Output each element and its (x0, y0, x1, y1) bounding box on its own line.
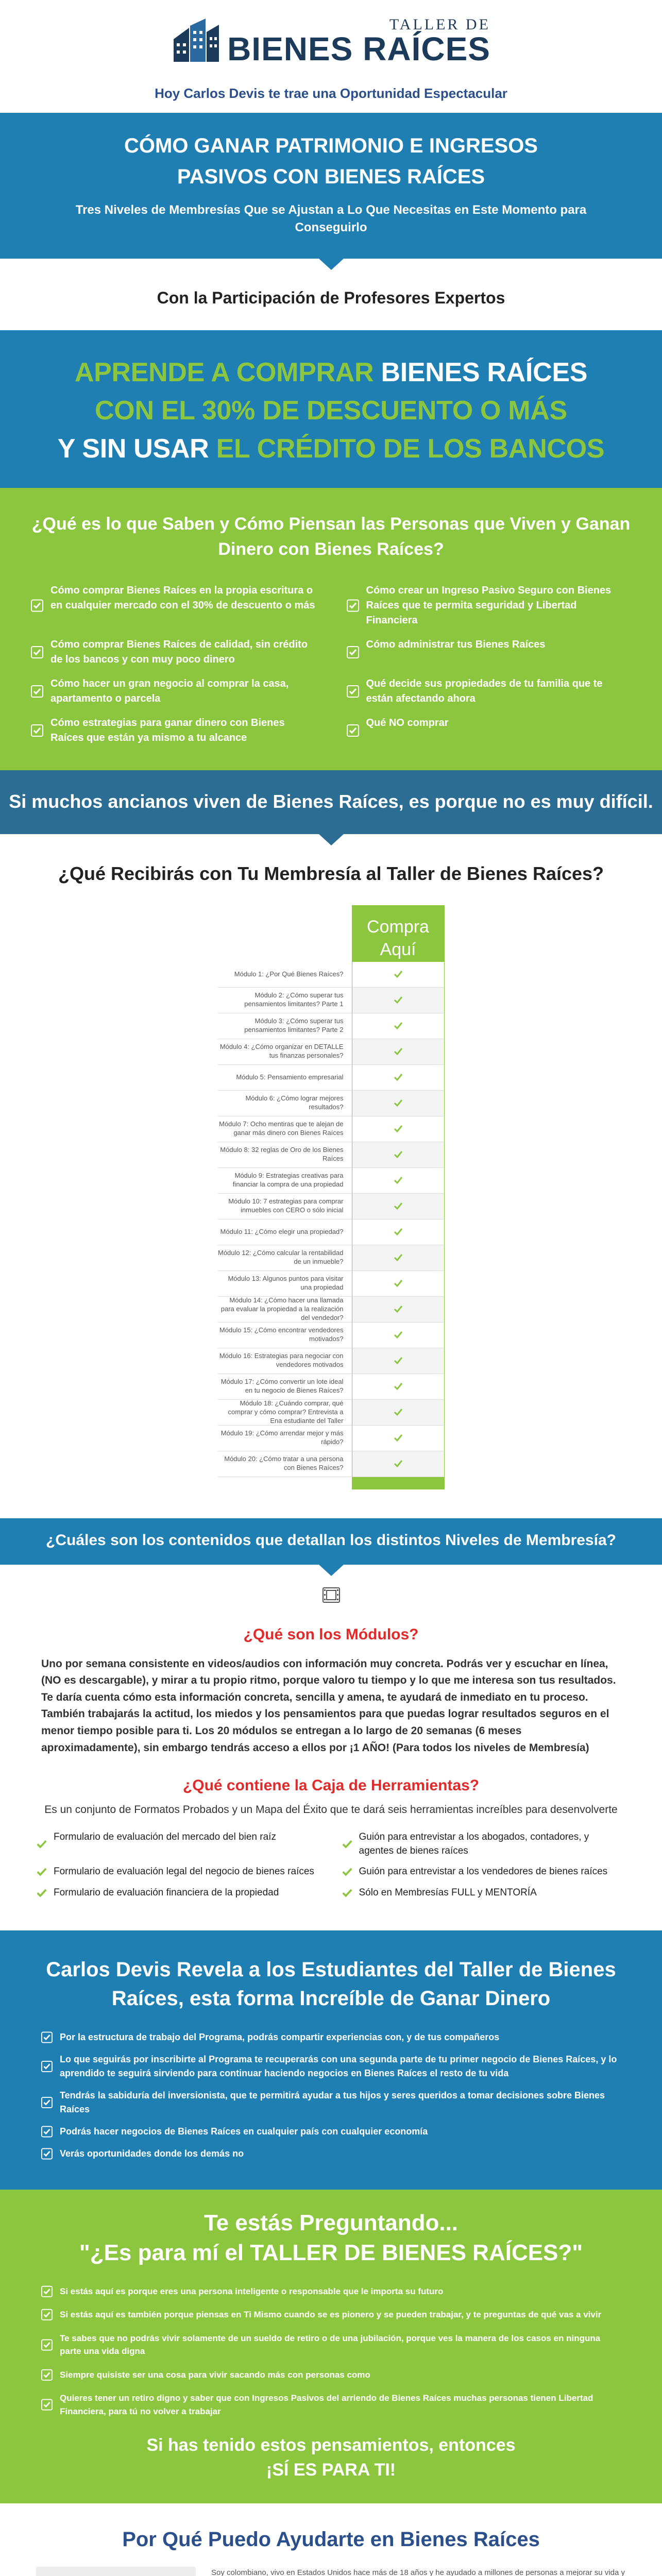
question-title-1: Te estás Preguntando... (203, 2210, 459, 2236)
list-item-text: Formulario de evaluación del mercado del bien raíz (54, 1832, 276, 1843)
reveal-section (0, 1930, 662, 2190)
promo-no-credit: EL CRÉDITO DE LOS BANCOS (216, 434, 605, 464)
check-icon (41, 2285, 53, 2298)
module-check (352, 962, 445, 988)
promo-banner (0, 330, 662, 488)
check-icon (31, 716, 43, 745)
module-check (352, 1245, 445, 1271)
author-photo (36, 2567, 196, 2576)
check-icon (347, 583, 359, 628)
tools-list (0, 1816, 662, 1930)
module-row: Módulo 9: Estrategias creativas para financiar la compra de una propiedad (218, 1168, 352, 1194)
module-check (352, 1426, 445, 1451)
module-row: Módulo 6: ¿Cómo lograr mejores resultados? (218, 1091, 352, 1116)
list-item-text: Tendrás la sabiduría del inversionista, que te permitirá ayudar a tus hijos y seres queridos a tomar decisiones sobre Bienes Raíces (60, 2090, 605, 2115)
check-icon (394, 1150, 403, 1159)
knowledge-section (0, 488, 662, 770)
check-icon (41, 2089, 53, 2116)
list-item-text: Formulario de evaluación legal del negocio de bienes raíces (54, 1866, 314, 1877)
check-icon (342, 1831, 353, 1858)
module-row: Módulo 16: Estrategias para negociar con vendedores motivados (218, 1348, 352, 1374)
check-icon (394, 1125, 403, 1133)
check-icon (31, 583, 43, 628)
module-row: Módulo 18: ¿Cuándo comprar, qué comprar y cómo comprar? Entrevista a Ena estudiante del Taller (218, 1400, 352, 1426)
list-item (31, 637, 316, 667)
logo-main-text: BIENES RAÍCES (227, 30, 490, 67)
module-row: Módulo 17: ¿Cómo convertir un lote ideal en tu negocio de Bienes Raíces? (218, 1374, 352, 1400)
list-item (342, 1886, 626, 1900)
list-item-text: Verás oportunidades donde los demás no (60, 2148, 244, 2159)
list-item (41, 2392, 621, 2418)
check-icon (31, 637, 43, 667)
list-item (41, 2147, 621, 2161)
module-row: Módulo 3: ¿Cómo superar tus pensamientos limitantes? Parte 2 (218, 1013, 352, 1039)
module-check (352, 1374, 445, 1400)
check-icon (394, 1357, 403, 1365)
check-icon (394, 1099, 403, 1107)
module-check (352, 1297, 445, 1323)
module-row: Módulo 13: Algunos puntos para visitar una propiedad (218, 1271, 352, 1297)
modules-column (218, 905, 352, 1489)
logo[interactable] (172, 16, 490, 66)
module-check (352, 1348, 445, 1374)
list-item-text: Cómo hacer un gran negocio al comprar la casa, apartamento o parcela (50, 677, 289, 704)
list-item (41, 2285, 621, 2298)
check-icon (347, 637, 359, 667)
module-row: Módulo 5: Pensamiento empresarial (218, 1065, 352, 1091)
module-row: Módulo 7: Ocho mentiras que te alejan de ganar más dinero con Bienes Raíces (218, 1116, 352, 1142)
module-row: Módulo 2: ¿Cómo superar tus pensamientos limitantes? Parte 1 (218, 988, 352, 1013)
question-title-2: "¿Es para mí el TALLER DE BIENES RAÍCES?" (79, 2240, 583, 2265)
list-item (41, 2308, 621, 2321)
list-item-text: Siempre quisiste ser una cosa para vivir sacando más con personas como (60, 2369, 370, 2380)
check-icon (41, 2030, 53, 2044)
list-item-text: Cómo comprar Bienes Raíces de calidad, sin crédito de los bancos y con muy poco dinero (50, 638, 308, 665)
about-block (0, 2567, 662, 2576)
check-icon (36, 1831, 47, 1858)
module-row: Módulo 19: ¿Cómo arrendar mejor y más rápido? (218, 1426, 352, 1451)
knowledge-list (31, 583, 631, 745)
list-item-text: Lo que seguirás por inscribirte al Programa te recuperarás con una segunda parte de tu primer negocio de Bienes Raíces, y lo aprendido te seguirá sirviendo para continuar haciendo negocios en Bienes Raíces el resto de tu vida (60, 2054, 617, 2079)
question-section (0, 2190, 662, 2503)
list-item (342, 1831, 626, 1858)
check-icon (41, 2147, 53, 2161)
check-icon (347, 676, 359, 706)
module-row: Módulo 20: ¿Cómo tratar a una persona con Bienes Raíces? (218, 1451, 352, 1477)
check-icon (41, 2392, 53, 2418)
list-item-text: Cómo administrar tus Bienes Raíces (366, 638, 546, 650)
list-item-text: Cómo crear un Ingreso Pasivo Seguro con Bienes Raíces que te permita seguridad y Libertad Financiera (366, 584, 612, 626)
module-check (352, 1168, 445, 1194)
module-check (352, 1091, 445, 1116)
module-check (352, 1323, 445, 1348)
buy-column[interactable] (352, 905, 445, 1489)
list-item (31, 583, 316, 628)
modules-description: Uno por semana consistente en videos/audios con información muy concreta. Podrás ver y escuchar en línea, (NO es descargable), y mirar a tu propio ritmo, porque valoro tu tiempo y lo que me interesa son tus resultados. Te daría cuenta cómo esta información concreta, sencilla y amena, te ayudará de inmediato en tu proceso. También trabajarás la actitud, los miedos y los pensamientos para que puedas lograr resultados seguros en el menor tiempo posible para ti. Los 20 módulos se entregan a lo largo de 20 semanas (6 meses aproximadamente), sin embargo tendrás acceso a ellos por ¡1 AÑO! (Para todos los niveles de Membresía) (41, 1657, 616, 1754)
check-icon (36, 1886, 47, 1900)
module-check (352, 1400, 445, 1426)
check-icon (41, 2368, 53, 2382)
knowledge-title: ¿Qué es lo que Saben y Cómo Piensan las Personas que Viven y Ganan Dinero con Bienes Raíces? (31, 514, 631, 560)
about-title: Por Qué Puedo Ayudarte en Bienes Raíces (122, 2528, 540, 2551)
module-check (352, 1013, 445, 1039)
module-check (352, 1219, 445, 1245)
membership-table (218, 905, 445, 1489)
list-item-text: Quieres tener un retiro digno y saber que con Ingresos Pasivos del arriendo de Bienes Raíces muchas personas tienen Libertad Financiera, para tú no volver a trabajar (60, 2393, 593, 2416)
check-icon (394, 970, 403, 978)
list-item (36, 1886, 321, 1900)
module-check (352, 1271, 445, 1297)
check-icon (394, 1331, 403, 1339)
list-item-text: Cómo estrategias para ganar dinero con Bienes Raíces que están ya mismo a tu alcance (50, 717, 285, 743)
check-icon (342, 1886, 353, 1900)
module-check (352, 1451, 445, 1477)
reveal-title: Carlos Devis Revela a los Estudiantes del Taller de Bienes Raíces, esta forma Increíble de Ganar Dinero (46, 1958, 616, 2010)
check-icon (347, 716, 359, 745)
check-icon (394, 1202, 403, 1210)
list-item (41, 2368, 621, 2382)
module-check (352, 1039, 445, 1065)
check-icon (394, 1382, 403, 1391)
author-bio (211, 2567, 626, 2576)
check-icon (394, 1408, 403, 1416)
check-icon (394, 1228, 403, 1236)
check-icon (394, 1460, 403, 1468)
module-row: Módulo 11: ¿Cómo elegir una propiedad? (218, 1219, 352, 1245)
tools-intro: Es un conjunto de Formatos Probados y un Mapa del Éxito que te dará seis herramientas increíbles para desenvolverte (44, 1804, 618, 1816)
logo-top-text: TALLER DE (389, 16, 490, 33)
list-item (41, 2053, 621, 2080)
list-item (347, 637, 632, 667)
list-item-text: Qué NO comprar (366, 717, 449, 728)
check-icon (394, 1022, 403, 1030)
check-icon (394, 1047, 403, 1056)
elders-banner: Si muchos ancianos viven de Bienes Raíces, es porque no es muy difícil. (0, 770, 662, 834)
list-item (31, 676, 316, 706)
check-icon (41, 2053, 53, 2080)
list-item-text: Te sabes que no podrás vivir solamente de un sueldo de retiro o de una jubilación, porque ves la manera de los casos en ninguna parte una vida digna (60, 2333, 601, 2357)
buy-here-header[interactable]: Compra Aquí (352, 905, 445, 962)
check-icon (394, 1305, 403, 1313)
module-row: Módulo 10: 7 estrategias para comprar inmuebles con CERO o sólo inicial (218, 1194, 352, 1219)
reveal-list (41, 2030, 621, 2161)
list-item-text: Guión para entrevistar a los abogados, contadores, y agentes de bienes raíces (359, 1832, 589, 1856)
list-item (36, 1865, 321, 1879)
check-icon (31, 676, 43, 706)
list-item (41, 2332, 621, 2358)
list-item-text: Qué decide sus propiedades de tu familia que te están afectando ahora (366, 677, 603, 704)
list-item-text: Si estás aquí es porque eres una persona inteligente o responsable que le importa su futuro (60, 2286, 444, 2296)
modules-heading: ¿Qué son los Módulos? (243, 1625, 419, 1643)
list-item (41, 2030, 621, 2044)
list-item-text: Si estás aquí es también porque piensas en Ti Mismo cuando se es pionero y se pueden trabajar, y te preguntas de qué vas a vivir (60, 2310, 602, 2320)
list-item-text: Podrás hacer negocios de Bienes Raíces en cualquier país con cualquier economía (60, 2126, 428, 2137)
module-row: Módulo 1: ¿Por Qué Bienes Raíces? (218, 962, 352, 988)
list-item (41, 2125, 621, 2139)
module-check (352, 1116, 445, 1142)
hero-subtitle: Tres Niveles de Membresías Que se Ajustan a Lo Que Necesitas en Este Momento para Conseguirlo (75, 203, 587, 234)
hero-title-line2: PASIVOS CON BIENES RAÍCES (177, 165, 485, 188)
check-icon (41, 2332, 53, 2358)
promo-discount: CON EL 30% DE DESCUENTO O MÁS (95, 396, 567, 426)
hero-title-line1: CÓMO GANAR PATRIMONIO E INGRESOS (124, 134, 538, 157)
bio-paragraph: Soy colombiano, vivo en Estados Unidos hace más de 18 años y he ayudado a millones de personas a mejorar su vida y (211, 2568, 625, 2576)
hero-banner (0, 113, 662, 259)
module-row: Módulo 14: ¿Cómo hacer una llamada para evaluar la propiedad a la realización del vendedor? (218, 1297, 352, 1323)
membership-title: ¿Qué Recibirás con Tu Membresía al Taller de Bienes Raíces? (58, 862, 604, 884)
check-icon (394, 1176, 403, 1184)
check-icon (342, 1865, 353, 1879)
check-icon (41, 2125, 53, 2139)
list-item (31, 716, 316, 745)
subheadline: Hoy Carlos Devis te trae una Oportunidad Espectacular (155, 86, 507, 101)
module-check (352, 988, 445, 1013)
closing-text-2: ¡SÍ ES PARA TI! (266, 2460, 396, 2480)
closing-text-1: Si has tenido estos pensamientos, entonces (146, 2435, 516, 2455)
tools-heading: ¿Qué contiene la Caja de Herramientas? (182, 1777, 480, 1794)
promo-white-text: BIENES RAÍCES (381, 358, 588, 388)
check-icon (394, 996, 403, 1004)
header (0, 0, 662, 82)
module-row: Módulo 12: ¿Cómo calcular la rentabilidad de un inmueble? (218, 1245, 352, 1271)
list-item (342, 1865, 626, 1879)
check-icon (394, 1279, 403, 1287)
question-list (41, 2285, 621, 2418)
list-item-text: Por la estructura de trabajo del Programa, podrás compartir experiencias con, y de tus compañeros (60, 2032, 500, 2043)
list-item-text: Guión para entrevistar a los vendedores de bienes raíces (359, 1866, 608, 1877)
module-row: Módulo 8: 32 reglas de Oro de los Bienes Raíces (218, 1142, 352, 1168)
module-check (352, 1142, 445, 1168)
module-row: Módulo 15: ¿Cómo encontrar vendedores motivados? (218, 1323, 352, 1348)
list-item (347, 583, 632, 628)
list-item (347, 716, 632, 745)
module-check (352, 1065, 445, 1091)
check-icon (394, 1434, 403, 1442)
professors-heading: Con la Participación de Profesores Expertos (157, 289, 505, 308)
list-item (36, 1831, 321, 1858)
list-item-text: Sólo en Membresías FULL y MENTORÍA (359, 1887, 537, 1898)
module-row: Módulo 4: ¿Cómo organizar en DETALLE tus finanzas personales? (218, 1039, 352, 1065)
check-icon (41, 2308, 53, 2321)
check-icon (394, 1253, 403, 1262)
promo-no-use: Y SIN USAR (57, 434, 209, 464)
list-item-text: Cómo comprar Bienes Raíces en la propia escritura o en cualquier mercado con el 30% de descuento o más (50, 584, 315, 611)
list-item (347, 676, 632, 706)
check-icon (36, 1865, 47, 1879)
list-item (41, 2089, 621, 2116)
contents-banner: ¿Cuáles son los contenidos que detallan los distintos Niveles de Membresía? (0, 1518, 662, 1565)
building-logo-icon (172, 16, 221, 66)
promo-green-text: APRENDE A COMPRAR (74, 358, 374, 388)
list-item-text: Formulario de evaluación financiera de la propiedad (54, 1887, 279, 1898)
check-icon (394, 1073, 403, 1081)
module-check (352, 1194, 445, 1219)
